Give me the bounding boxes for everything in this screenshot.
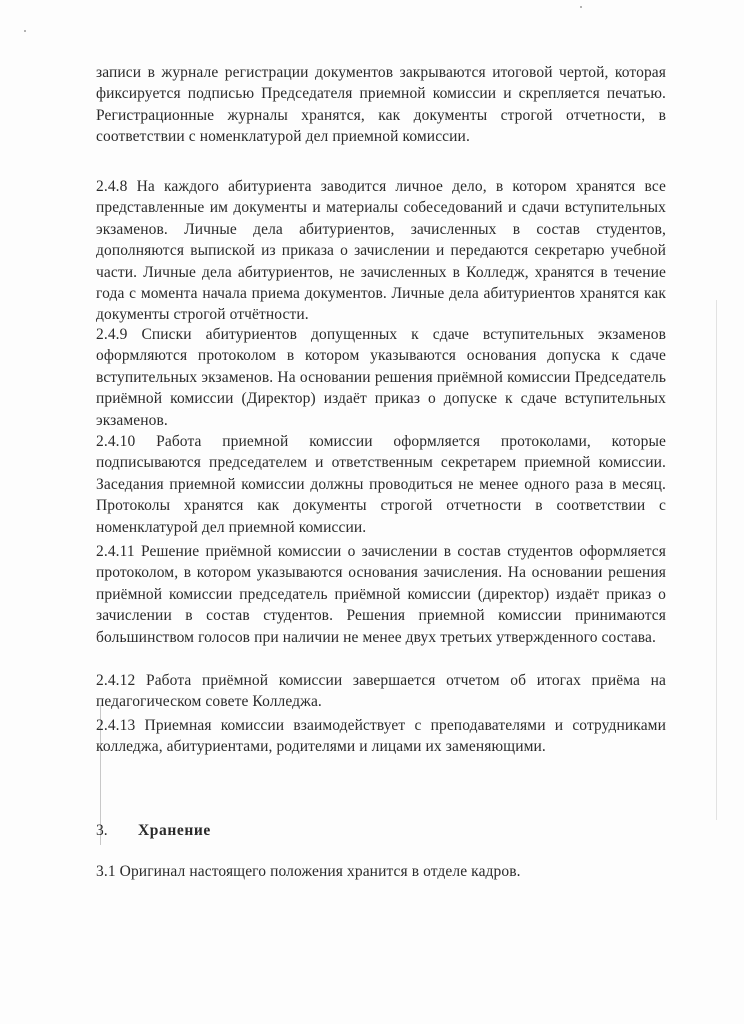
section-title: Хранение [138, 822, 211, 839]
section-number: 3. [96, 822, 108, 839]
paragraph-2-4-12: 2.4.12 Работа приёмной комиссии завершается отчетом об итогах приёма на педагогическом совете Колледжа. [96, 672, 666, 711]
paragraph-2-4-13: 2.4.13 Приемная комиссии взаимодействует с преподавателями и сотрудниками колледжа, абитуриентами, родителями и лицами их заменяющими. [96, 717, 666, 756]
scan-artifact-dot [580, 6, 582, 8]
paragraph-2-4-9: 2.4.9 Списки абитуриентов допущенных к сдаче вступительных экзаменов оформляются протоколом в котором указываются основания допуска к сдаче вступительных экзаменов. На основании решения приёмной комиссии Председатель приёмной комиссии (Директор) издаёт приказ о допуске к сдаче вступительных экзаменов. [96, 326, 666, 429]
paragraph-2-4-8: 2.4.8 На каждого абитуриента заводится личное дело, в котором хранятся все представленные им документы и материалы собеседований и сдачи вступительных экзаменов. Личные дела абитуриентов, зачисленных в состав студентов, дополняются выпиской из приказа о зачислении и передаются секретарю учебной части. Личные дела абитуриентов, не зачисленных в Колледж, хранятся в течение года с момента начала приема документов. Личные дела абитуриентов хранятся как документы строгой отчётности. [96, 178, 666, 324]
section-heading [96, 820, 211, 841]
paragraph-3-1: 3.1 Оригинал настоящего положения хранится в отделе кадров. [96, 863, 521, 880]
paragraph-registration-journals: записи в журнале регистрации документов закрываются итоговой чертой, которая фиксируется подписью Председателя приемной комиссии и скрепляется печатью. Регистрационные журналы хранятся, как документы строгой отчетности, в соответствии с номенклатурой дел приемной комиссии. [96, 64, 666, 146]
paragraph-2-4-11: 2.4.11 Решение приёмной комиссии о зачислении в состав студентов оформляется протоколом, в котором указываются основания зачисления. На основании решения приёмной комиссии председатель приёмной комиссии (директор) издаёт приказ о зачислении в состав студентов. Решения приемной комиссии принимаются большинством голосов при наличии не менее двух третьих утвержденного состава. [96, 543, 666, 646]
scan-artifact-line [716, 300, 717, 820]
paragraph-2-4-10: 2.4.10 Работа приемной комиссии оформляется протоколами, которые подписываются председателем и ответственным секретарем приемной комиссии. Заседания приемной комиссии должны проводиться не менее одного раза в месяц. Протоколы хранятся как документы строгой отчетности в соответствии с номенклатурой дел приемной комиссии. [96, 433, 666, 536]
scan-artifact-dot [24, 30, 26, 32]
